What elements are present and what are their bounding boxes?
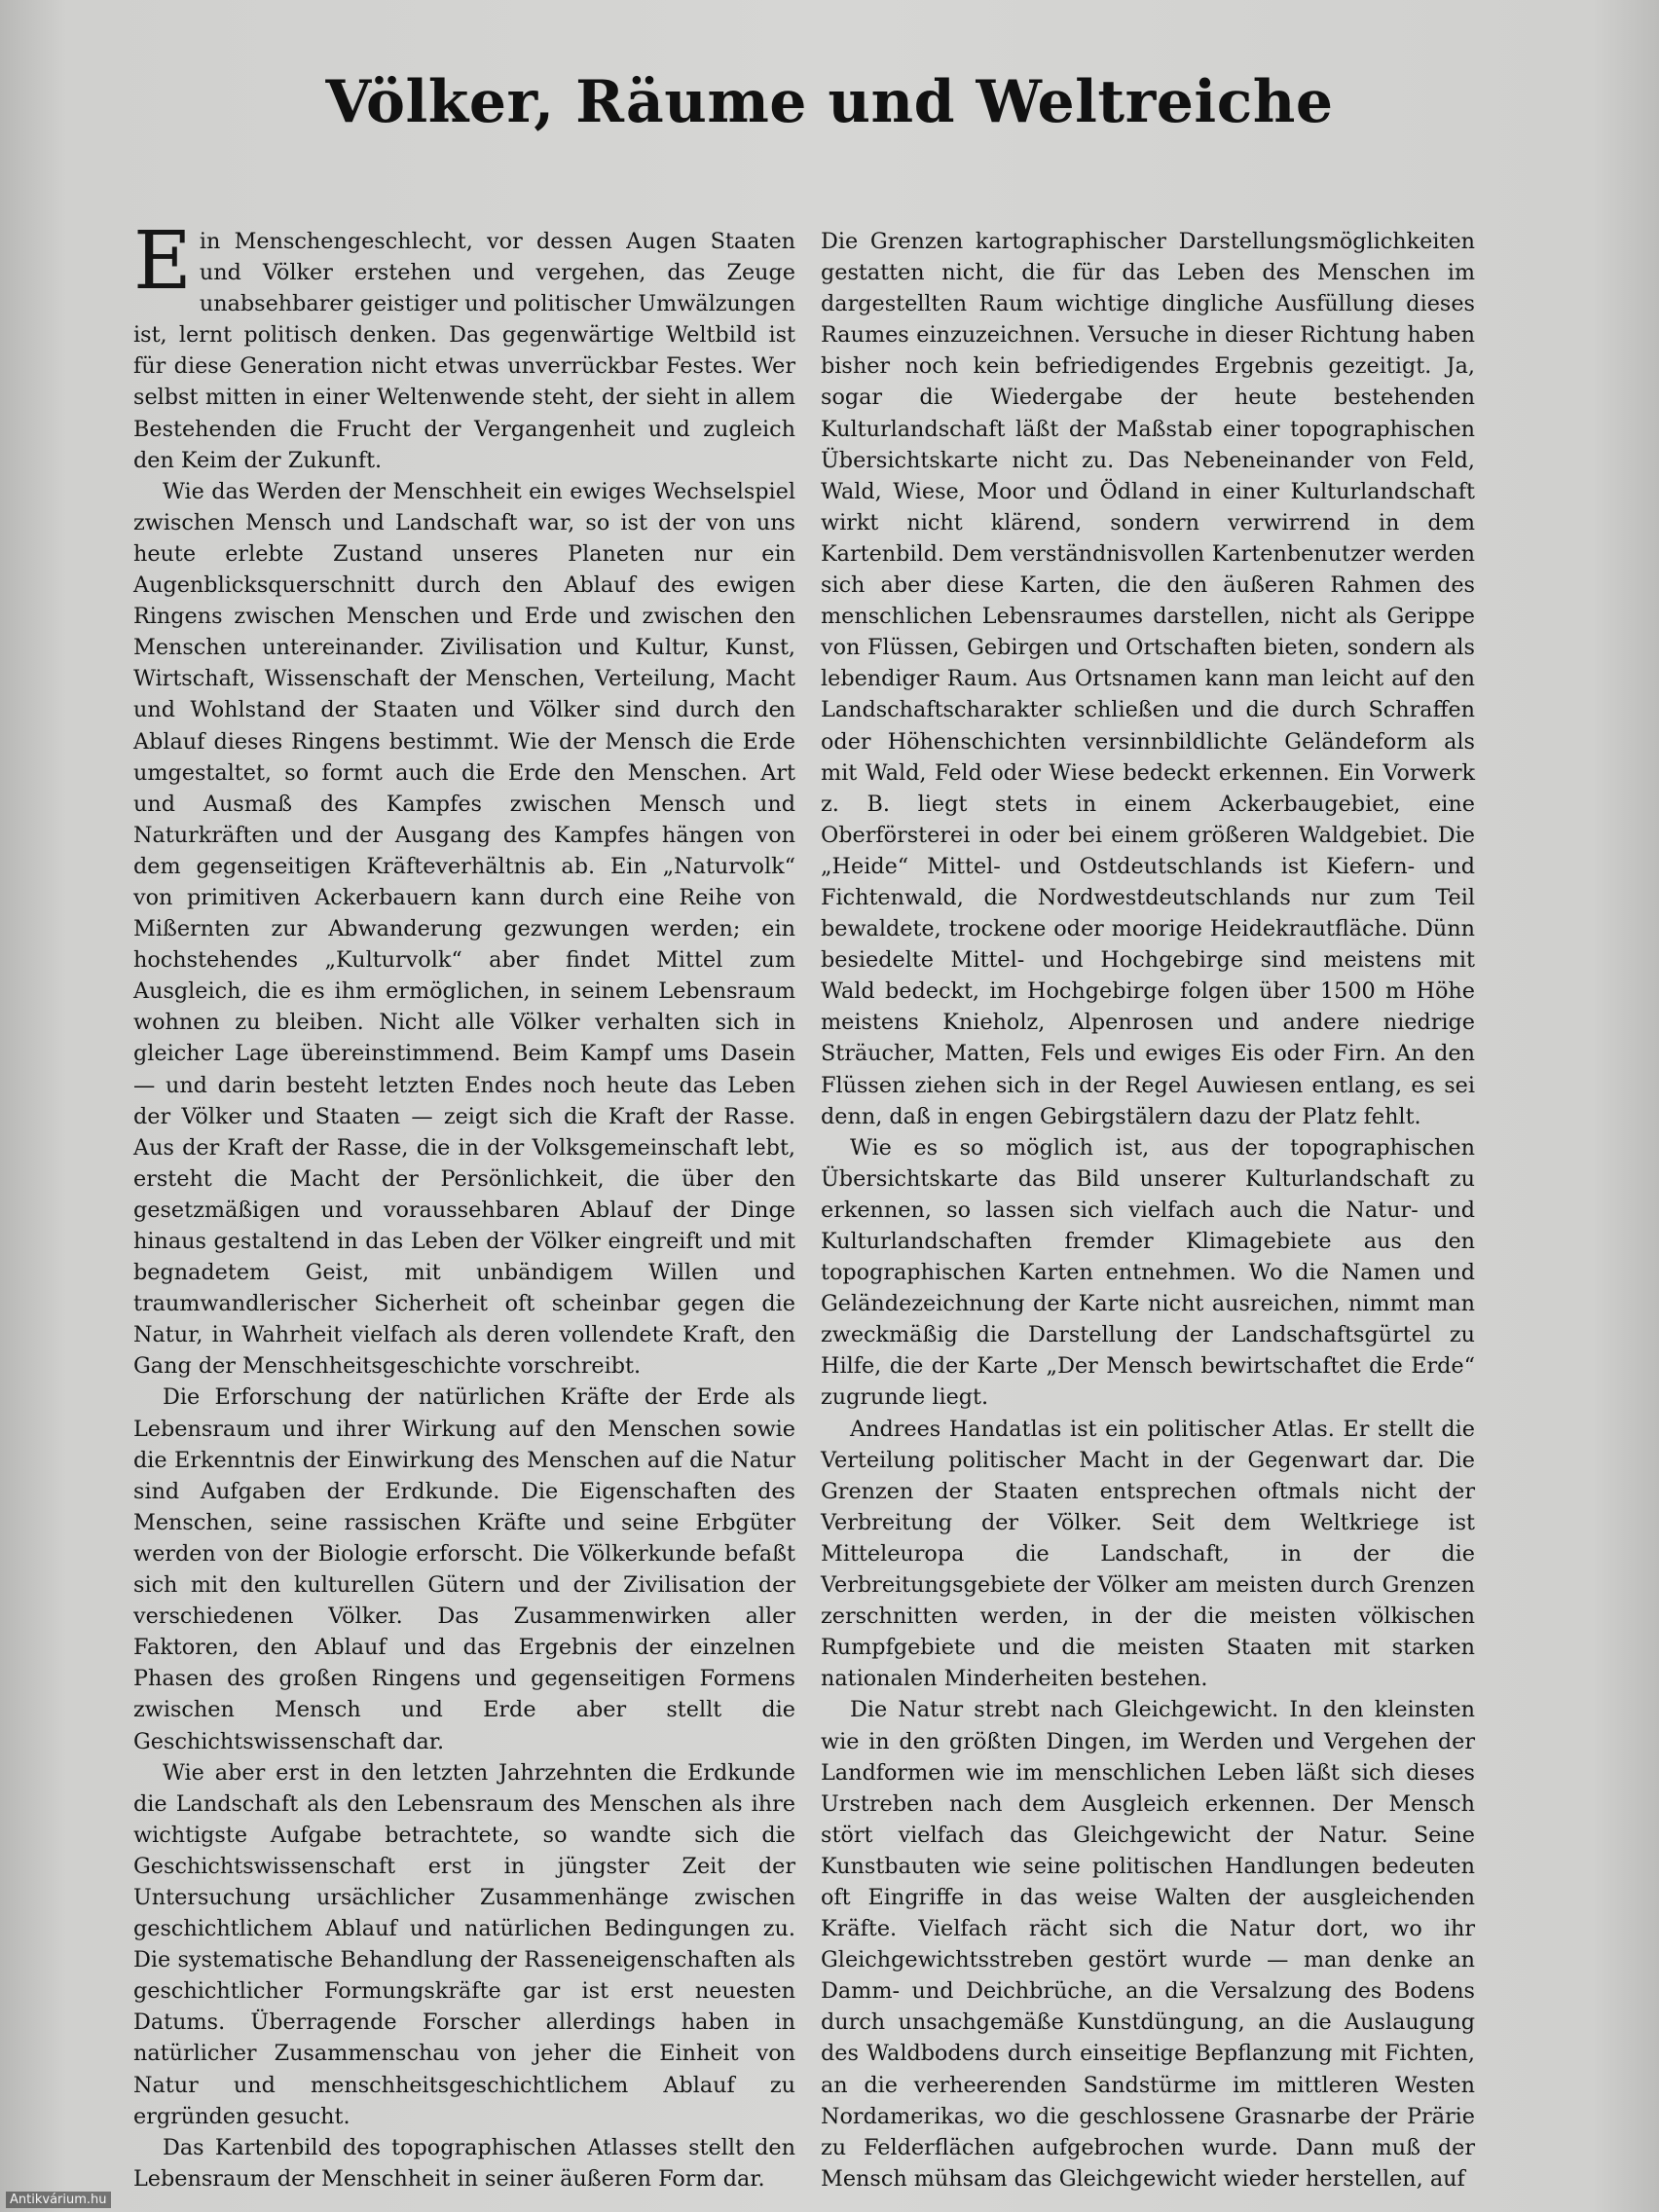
paragraph (133, 215, 795, 476)
paragraph: Andrees Handatlas ist ein politischer Atlas. Er stellt die Verteilung politischer Macht in der Gegenwart dar. Die Grenzen der Staaten entsprechen oftmals nicht der Verbreitung der Völker. Seit dem Weltkriege ist Mitteleuropa die Landschaft, in der die Verbreitungsgebiete der Völker am meisten durch Grenzen zerschnitten werden, in der die meisten völkischen Rumpfgebiete und die meisten Staaten mit starken nationalen Minderheiten bestehen. (821, 1416, 1475, 1692)
watermark: Antikvárium.hu (6, 2192, 111, 2208)
right-column (821, 226, 1475, 2194)
paragraph: Wie das Werden der Menschheit ein ewiges Wechselspiel zwischen Mensch und Landschaft war, so ist der von uns heute erlebte Zustand unseres Planeten nur ein Augenblicksquerschnitt durch den Ablauf des ewigen Ringens zwischen Menschen und Erde und zwischen den Menschen untereinander. Zivilisation und Kultur, Kunst, Wirtschaft, Wissenschaft der Menschen, Verteilung, Macht und Wohlstand der Staaten und Völker sind durch den Ablauf dieses Ringens bestimmt. Wie der Mensch die Erde umgestaltet, so formt auch die Erde den Menschen. Art und Ausmaß des Kampfes zwischen Mensch und Naturkräften und der Ausgang des Kampfes hängen von dem gegenseitigen Kräfteverhältnis ab. Ein „Naturvolk“ von primitiven Ackerbauern kann durch eine Reihe von Mißernten zur Abwanderung gezwungen werden; ein hochstehendes „Kulturvolk“ aber findet Mittel zum Ausgleich, die es ihm ermöglichen, in seinem Lebensraum wohnen zu bleiben. Nicht alle Völker verhalten sich in gleicher Lage übereinstimmend. Beim Kampf ums Dasein — und darin besteht letzten Endes noch heute das Leben der Völker und Staaten — zeigt sich die Kraft der Rasse. Aus der Kraft der Rasse, die in der Volksgemeinschaft lebt, ersteht die Macht der Persönlichkeit, die über den gesetzmäßigen und voraussehbaren Ablauf der Dinge hinaus gestaltend in das Leben der Völker eingreift und mit begnadetem Geist, mit unbändigem Willen und traumwandlerischer Sicherheit oft scheinbar gegen die Natur, in Wahrheit vielfach als deren vollendete Kraft, den Gang der Menschheitsgeschichte vorschreibt. (133, 478, 795, 1380)
drop-cap: E (133, 215, 192, 308)
paragraph: Die Natur strebt nach Gleichgewicht. In den kleinsten wie in den größten Dingen, im Werden und Vergehen der Landformen wie im menschlichen Leben läßt sich dieses Urstreben nach dem Ausgleich erkennen. Der Mensch stört vielfach das Gleichgewicht der Natur. Seine Kunstbauten wie seine politischen Handlungen bedeuten oft Eingriffe in das weise Walten der ausgleichenden Kräfte. Vielfach rächt sich die Natur dort, wo ihr Gleichgewichtsstreben gestört wurde — man denke an Damm- und Deichbrüche, an die Versalzung des Bodens durch unsachgemäße Kunstdüngung, an die Auslaugung des Waldbodens durch einseitige Bepflanzung mit Fichten, an die verheerenden Sandstürme im mittleren Westen Nordamerikas, wo die geschlossene Grasnarbe der Prärie zu Felderflächen aufgebrochen wurde. Dann muß der Mensch mühsam das Gleichgewicht wieder herstellen, auf (821, 1697, 1475, 2192)
paragraph: Die Erforschung der natürlichen Kräfte der Erde als Lebensraum und ihrer Wirkung auf den Menschen sowie die Erkenntnis der Einwirkung des Menschen auf die Natur sind Aufgaben der Erdkunde. Die Eigenschaften des Menschen, seine rassischen Kräfte und seine Erbgüter werden von der Biologie erforscht. Die Völkerkunde befaßt sich mit den kulturellen Gütern und der Zivilisation der verschiedenen Völker. Das Zusammenwirken aller Faktoren, den Ablauf und das Ergebnis der einzelnen Phasen des großen Ringens und gegenseitigen Formens zwischen Mensch und Erde aber stellt die Geschichtswissenschaft dar. (133, 1384, 795, 1754)
left-column (133, 215, 795, 2194)
paragraph-text: in Menschengeschlecht, vor dessen Augen Staaten und Völker erstehen und vergehen, das Zeuge unabsehbarer geistiger und politischer Umwälzungen ist, lernt politisch denken. Das gegenwärtige Weltbild ist für diese Generation nicht etwas unverrückbar Festes. Wer selbst mitten in einer Weltenwende steht, der sieht in allem Bestehenden die Frucht der Vergangenheit und zugleich den Keim der Zukunft. (133, 229, 795, 473)
paragraph: Die Grenzen kartographischer Darstellungsmöglichkeiten gestatten nicht, die für das Leben des Menschen im dargestellten Raum wichtige dingliche Ausfüllung dieses Raumes einzuzeichnen. Versuche in dieser Richtung haben bisher noch kein befriedigendes Ergebnis gezeitigt. Ja, sogar die Wiedergabe der heute bestehenden Kulturlandschaft läßt der Maßstab einer topographischen Übersichtskarte nicht zu. Das Nebeneinander von Feld, Wald, Wiese, Moor und Ödland in einer Kulturlandschaft wirkt nicht klärend, sondern verwirrend in dem Kartenbild. Dem verständnisvollen Kartenbenutzer werden sich aber diese Karten, die den äußeren Rahmen des menschlichen Lebensraumes darstellen, nicht als Gerippe von Flüssen, Gebirgen und Ortschaften bieten, sondern als lebendiger Raum. Aus Ortsnamen kann man leicht auf den Landschaftscharakter schließen und die durch Schraffen oder Höhenschichten versinnbildlichte Geländeform als mit Wald, Feld oder Wiese bedeckt erkennen. Ein Vorwerk z. B. liegt stets in einem Ackerbaugebiet, eine Oberförsterei in oder bei einem größeren Waldgebiet. Die „Heide“ Mittel- und Ostdeutschlands ist Kiefern- und Fichtenwald, die Nordwestdeutschlands nur zum Teil bewaldete, trockene oder moorige Heidekrautfläche. Dünn besiedelte Mittel- und Hochgebirge sind meistens mit Wald bedeckt, im Hochgebirge folgen über 1500 m Höhe meistens Knieholz, Alpenrosen und andere niedrige Sträucher, Matten, Fels und ewiges Eis oder Firn. An den Flüssen ziehen sich in der Regel Auwiesen entlang, es sei denn, daß in engen Gebirgstälern dazu der Platz fehlt. (821, 229, 1475, 1129)
paragraph: Wie aber erst in den letzten Jahrzehnten die Erdkunde die Landschaft als den Lebensraum des Menschen als ihre wichtigste Aufgabe betrachtete, so wandte sich die Geschichtswissenschaft erst in jüngster Zeit der Untersuchung ursächlicher Zusammenhänge zwischen geschichtlichem Ablauf und natürlichen Bedingungen zu. Die systematische Behandlung der Rasseneigenschaften als geschichtlicher Formungskräfte gar ist erst neuesten Datums. Überragende Forscher allerdings haben in natürlicher Zusammenschau von jeher die Einheit von Natur und menschheitsgeschichtlichem Ablauf zu ergründen gesucht. (133, 1759, 795, 2129)
paragraph: Wie es so möglich ist, aus der topographischen Übersichtskarte das Bild unserer Kulturlandschaft zu erkennen, so lassen sich vielfach auch die Natur- und Kulturlandschaften fremder Klimagebiete aus den topographischen Karten entnehmen. Wo die Namen und Geländezeichnung der Karte nicht ausreichen, nimmt man zweckmäßig die Darstellung der Landschaftsgürtel zu Hilfe, die der Karte „Der Mensch bewirtschaftet die Erde“ zugrunde liegt. (821, 1134, 1475, 1411)
page-title: Völker, Räume und Weltreiche (325, 68, 1334, 136)
paragraph: Das Kartenbild des topographischen Atlasses stellt den Lebensraum der Menschheit in seiner äußeren Form dar. (133, 2134, 795, 2192)
